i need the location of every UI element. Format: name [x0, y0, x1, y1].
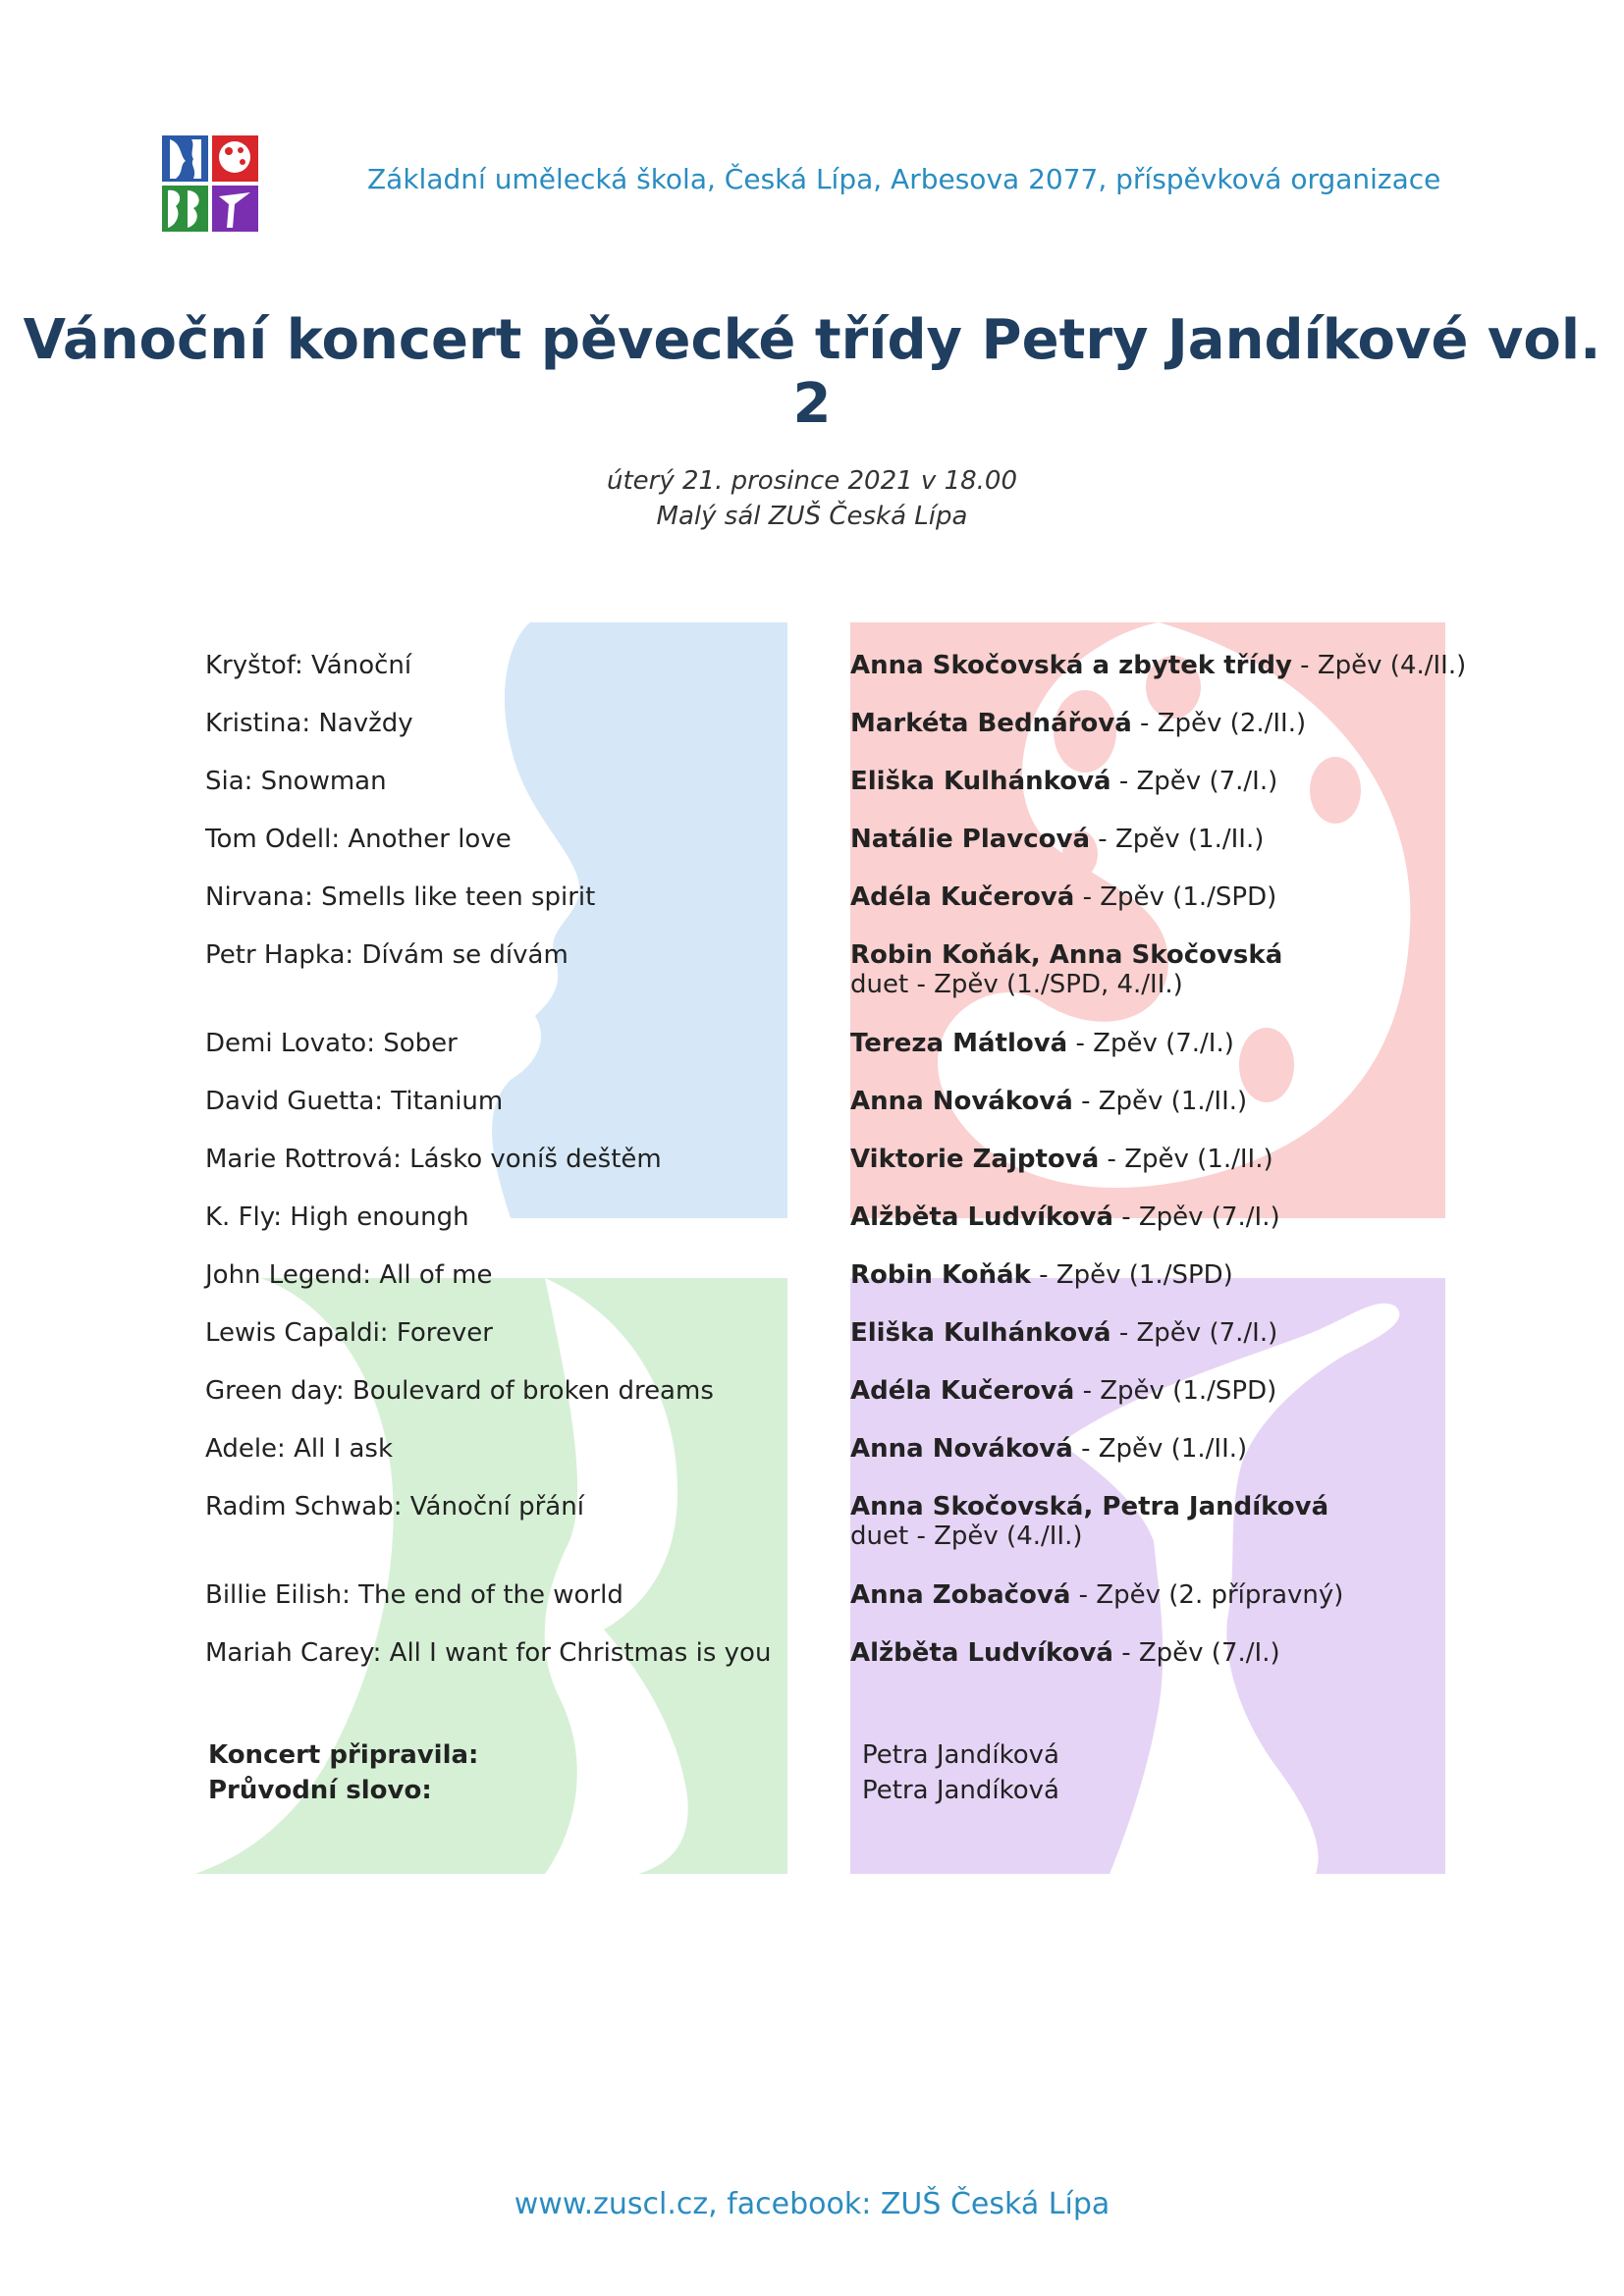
performer-name: Anna Skočovská a zbytek třídy [850, 651, 1292, 680]
performer-name: Adéla Kučerová [850, 1376, 1075, 1406]
performer-entry [850, 1202, 1280, 1232]
performer-name: Anna Nováková [850, 1087, 1073, 1116]
performer-note: - Zpěv (1./SPD) [1030, 1260, 1233, 1290]
performer-entry [850, 767, 1277, 796]
performer-entry [850, 1318, 1277, 1348]
performer-entry [850, 882, 1276, 912]
footer-links[interactable]: www.zuscl.cz, facebook: ZUŠ Česká Lípa [514, 2187, 1110, 2221]
performer-entry [850, 1029, 1234, 1058]
performer-note: - Zpěv (7./I.) [1112, 1638, 1280, 1668]
performer-note: - Zpěv (7./I.) [1110, 767, 1278, 796]
performer-note: - Zpěv (1./II.) [1090, 825, 1265, 854]
performer-note: - Zpěv (1./II.) [1099, 1145, 1273, 1174]
song-title: Kristina: Navždy [205, 709, 413, 738]
performer-name: Robin Koňák [850, 1260, 1031, 1290]
performer-name: Natálie Plavcová [850, 825, 1091, 854]
performer-note: - Zpěv (2./II.) [1131, 709, 1307, 738]
song-title: Marie Rottrová: Lásko voníš deštěm [205, 1145, 662, 1174]
song-title: Nirvana: Smells like teen spirit [205, 882, 596, 912]
performer-name: Alžběta Ludvíková [850, 1638, 1113, 1668]
performer-name: Viktorie Zajptová [850, 1145, 1100, 1174]
song-title: Adele: All I ask [205, 1434, 394, 1464]
performer-name: Alžběta Ludvíková [850, 1202, 1113, 1232]
song-title: Radim Schwab: Vánoční přání [205, 1492, 584, 1522]
performer-note: - Zpěv (7./I.) [1112, 1202, 1280, 1232]
page-title: Vánoční koncert pěvecké třídy Petry Jandíkové vol. 2 [23, 308, 1601, 436]
performer-name: Adéla Kučerová [850, 882, 1075, 912]
performer-entry [850, 825, 1264, 854]
event-date: úterý 21. prosince 2021 v 18.00 [606, 466, 1018, 496]
event-venue: Malý sál ZUŠ Česká Lípa [656, 502, 968, 531]
performer-note: - Zpěv (7./I.) [1067, 1029, 1234, 1058]
song-title: John Legend: All of me [205, 1260, 493, 1290]
performer-name: Robin Koňák, Anna Skočovská [850, 940, 1283, 970]
prepared-label: Koncert připravila: [208, 1740, 479, 1770]
performer-note: - Zpěv (1./SPD) [1074, 882, 1277, 912]
performer-name: Anna Zobačová [850, 1580, 1071, 1610]
credits-names [862, 1737, 1059, 1808]
performer-name: Anna Nováková [850, 1434, 1073, 1464]
performer-name: Markéta Bednářová [850, 709, 1132, 738]
performer-note: duet - Zpěv (1./SPD, 4./II.) [850, 970, 1183, 999]
song-title: Kryštof: Vánoční [205, 651, 412, 680]
performer-entry [850, 1087, 1247, 1116]
credits-labels [208, 1737, 478, 1808]
organization-name: Základní umělecká škola, Česká Lípa, Arbesova 2077, příspěvková organizace [367, 163, 1441, 195]
song-title: Petr Hapka: Dívám se dívám [205, 940, 568, 970]
performer-note: - Zpěv (1./II.) [1072, 1434, 1248, 1464]
song-title: Sia: Snowman [205, 767, 387, 796]
song-title: Tom Odell: Another love [205, 825, 512, 854]
speech-label: Průvodní slovo: [208, 1776, 432, 1805]
performer-name: Anna Skočovská, Petra Jandíková [850, 1492, 1329, 1522]
performer-entry [850, 1376, 1276, 1406]
speech-by: Petra Jandíková [862, 1776, 1059, 1805]
performer-entry [850, 1260, 1233, 1290]
performer-name: Eliška Kulhánková [850, 767, 1111, 796]
performer-note: - Zpěv (2. přípravný) [1070, 1580, 1344, 1610]
song-title: Lewis Capaldi: Forever [205, 1318, 493, 1348]
performer-entry [850, 1580, 1343, 1610]
performer-note: - Zpěv (4./II.) [1291, 651, 1467, 680]
song-title: Mariah Carey: All I want for Christmas is you [205, 1638, 772, 1668]
performer-entry [850, 1434, 1247, 1464]
performer-entry [850, 1638, 1280, 1668]
prepared-by: Petra Jandíková [862, 1740, 1059, 1770]
performer-note: - Zpěv (1./SPD) [1074, 1376, 1277, 1406]
song-title: Demi Lovato: Sober [205, 1029, 458, 1058]
performer-entry [850, 940, 1282, 999]
song-title: David Guetta: Titanium [205, 1087, 504, 1116]
song-title: Billie Eilish: The end of the world [205, 1580, 623, 1610]
performer-entry [850, 651, 1466, 680]
song-title: K. Fly: High enoungh [205, 1202, 469, 1232]
performer-note: duet - Zpěv (4./II.) [850, 1522, 1083, 1551]
song-title: Green day: Boulevard of broken dreams [205, 1376, 714, 1406]
performer-entry [850, 1492, 1328, 1551]
performer-entry [850, 1145, 1273, 1174]
performer-entry [850, 709, 1306, 738]
performer-name: Eliška Kulhánková [850, 1318, 1111, 1348]
performer-note: - Zpěv (1./II.) [1072, 1087, 1248, 1116]
performer-name: Tereza Mátlová [850, 1029, 1068, 1058]
performer-note: - Zpěv (7./I.) [1110, 1318, 1278, 1348]
